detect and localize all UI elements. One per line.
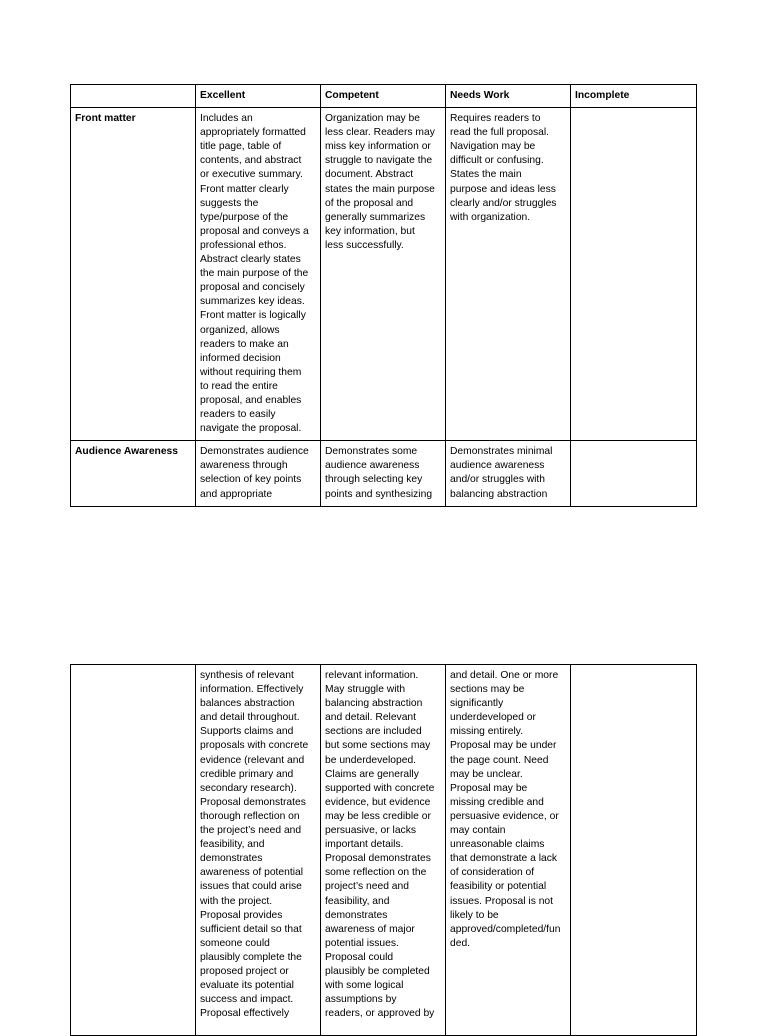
cell-text-line: proposal, and enables [200,394,302,406]
cell-incomplete [571,665,697,1036]
cell-text-line: or executive summary. [200,169,303,181]
cell-text-line: May struggle with [325,684,406,696]
cell-text-line: thorough reflection on [200,810,300,822]
cell-text-line: key information, but [325,225,415,237]
cell-text-line: read the full proposal. [450,127,550,139]
criterion-label: Front matter [71,108,196,441]
cell-text-line: Proposal may be under [450,740,557,752]
cell-text-line: contents, and abstract [200,155,302,167]
cell-text-line: sections may be [450,684,525,696]
header-excellent: Excellent [196,85,321,108]
cell-text-line: awareness of potential [200,867,304,879]
cell-text-line: plausibly complete the [200,951,302,963]
cell-text-line: project’s need and [325,881,409,893]
cell-text-line: of the proposal and [325,197,414,209]
cell-text-line: someone could [200,937,270,949]
cell-text-line: clearly and/or struggles [450,197,557,209]
cell-text-line: points and synthesizing [325,488,433,500]
cell-incomplete [571,108,697,441]
cell-text-line: demonstrates [325,909,388,921]
cell-text-line: audience awareness [450,460,545,472]
cell-text-line: some reflection on the [325,867,427,879]
cell-text-line: Supports claims and [200,726,294,738]
cell-text-line: balancing abstraction [450,488,548,500]
cell-needs-work [446,108,571,441]
cell-text-line: information. Effectively [200,684,304,696]
cell-text-line: Proposal may be [450,782,528,794]
cell-text-line: but some sections may [325,740,431,752]
cell-text-line: the page count. Need [450,754,549,766]
cell-text-line: that demonstrate a lack [450,853,558,865]
cell-text-line: persuasive, or lacks [325,825,416,837]
cell-text-line: Abstract clearly states [200,254,301,266]
cell-text-line: approved/completed/fun [450,923,561,935]
cell-text-line: assumptions by [325,994,397,1006]
cell-text-line: may contain [450,825,506,837]
cell-text-line: sufficient detail so that [200,923,302,935]
cell-text-line: unreasonable claims [450,839,545,851]
cell-text-line: Front matter is logically [200,310,306,322]
cell-text-line: Claims are generally [325,768,419,780]
cell-text-line: Proposal demonstrates [200,796,306,808]
cell-text-line: issues that could arise [200,881,302,893]
criterion-label [71,665,196,1036]
cell-text-line: miss key information or [325,141,431,153]
cell-text-line: to read the entire [200,380,278,392]
cell-text-line: through selecting key [325,474,423,486]
cell-text-line: less successfully. [325,239,404,251]
cell-text-line: evidence, but evidence [325,796,431,808]
cell-text-line: States the main [450,169,522,181]
cell-text-line: persuasive evidence, or [450,810,559,822]
cell-text-line: balances abstraction [200,698,295,710]
rubric-row-audience-awareness-continued [71,665,697,1036]
cell-incomplete [571,441,697,506]
header-incomplete: Incomplete [571,85,697,108]
cell-excellent [196,665,321,1036]
cell-text-line: proposed project or [200,965,289,977]
cell-text-line: ded. [450,937,471,949]
cell-text-line: evidence (relevant and [200,754,305,766]
cell-text-line: may be unclear. [450,768,523,780]
cell-needs-work [446,441,571,506]
header-needs-work: Needs Work [446,85,571,108]
cell-text-line: and appropriate [200,488,273,500]
cell-text-line: success and impact. [200,994,294,1006]
cell-text-line: Includes an [200,113,253,125]
cell-text-line: document. Abstract [325,169,414,181]
cell-text-line: feasibility, and [325,895,390,907]
cell-excellent [196,108,321,441]
cell-needs-work [446,665,571,1036]
rubric-row-audience-awareness [71,441,697,506]
rubric-table-continued [70,664,697,1036]
cell-text-line: Demonstrates minimal [450,446,553,458]
cell-text-line: without requiring them [200,366,302,378]
cell-text-line: Demonstrates audience [200,446,309,458]
cell-text-line: underdeveloped or [450,712,536,724]
cell-text-line: awareness through [200,460,288,472]
cell-text-line: of consideration of [450,867,535,879]
cell-text-line: missing entirely. [450,726,524,738]
cell-text-line: readers to easily [200,409,276,421]
cell-text-line: proposal and conveys a [200,225,309,237]
cell-text-line: the main purpose of the [200,268,309,280]
header-criterion [71,85,196,108]
cell-text-line: may be less credible or [325,810,431,822]
cell-text-line: Proposal provides [200,909,283,921]
cell-text-line: balancing abstraction [325,698,423,710]
cell-text-line: potential issues. [325,937,399,949]
cell-text-line: with some logical [325,980,404,992]
cell-text-line: navigate the proposal. [200,423,302,435]
cell-text-line: organized, allows [200,324,280,336]
cell-text-line: readers to make an [200,338,289,350]
cell-text-line: Proposal demonstrates [325,853,431,865]
cell-text-line: and/or struggles with [450,474,546,486]
cell-text-line: secondary research). [200,782,297,794]
cell-text-line: selection of key points [200,474,302,486]
cell-text-line: suggests the [200,197,259,209]
cell-text-line: the project’s need and [200,825,302,837]
cell-text-line: with the project. [200,895,273,907]
cell-competent [321,441,446,506]
cell-text-line: credible primary and [200,768,294,780]
cell-text-line: synthesis of relevant [200,670,294,681]
cell-text-line: supported with concrete [325,782,435,794]
cell-text-line: feasibility, and [200,839,265,851]
cell-text-line: states the main purpose [325,183,435,195]
cell-text-line: type/purpose of the [200,211,289,223]
cell-text-line: be underdeveloped. [325,754,417,766]
cell-text-line: difficult or confusing. [450,155,544,167]
cell-text-line: Navigation may be [450,141,536,153]
header-competent: Competent [321,85,446,108]
cell-text-line: awareness of major [325,923,415,935]
cell-text-line: with organization. [450,211,531,223]
rubric-row-front-matter [71,108,697,441]
cell-text-line: issues. Proposal is not [450,895,554,907]
cell-text-line: missing credible and [450,796,544,808]
cell-text-line: Organization may be [325,113,421,125]
cell-text-line: evaluate its potential [200,980,294,992]
cell-text-line: demonstrates [200,853,263,865]
cell-text-line: less clear. Readers may [325,127,435,139]
cell-competent [321,108,446,441]
cell-text-line: Demonstrates some [325,446,418,458]
cell-text-line: summarizes key ideas. [200,296,305,308]
cell-text-line: readers, or approved by [325,1008,435,1020]
cell-text-line: proposals with concrete [200,740,309,752]
rubric-table [70,84,697,507]
cell-text-line: plausibly be completed [325,965,430,977]
cell-text-line: Proposal effectively [200,1008,290,1020]
cell-text-line: informed decision [200,352,281,364]
cell-text-line: and detail. Relevant [325,712,417,724]
cell-text-line: relevant information. [325,670,419,681]
criterion-label: Audience Awareness [71,441,196,506]
cell-text-line: title page, table of [200,141,282,153]
cell-text-line: significantly [450,698,504,710]
cell-text-line: Requires readers to [450,113,541,125]
cell-text-line: likely to be [450,909,499,921]
cell-text-line: professional ethos. [200,239,287,251]
cell-text-line: proposal and concisely [200,282,305,294]
cell-text-line: sections are included [325,726,422,738]
cell-text-line: generally summarizes [325,211,426,223]
cell-text-line: struggle to navigate the [325,155,433,167]
rubric-header-row [71,85,697,108]
cell-text-line: and detail throughout. [200,712,300,724]
cell-text-line: Front matter clearly [200,183,289,195]
cell-text-line: feasibility or potential [450,881,547,893]
cell-excellent [196,441,321,506]
cell-competent [321,665,446,1036]
cell-text-line: purpose and ideas less [450,183,556,195]
cell-text-line: appropriately formatted [200,127,306,139]
cell-text-line: and detail. One or more [450,670,559,681]
cell-text-line: important details. [325,839,404,851]
cell-text-line: audience awareness [325,460,420,472]
cell-text-line: Proposal could [325,951,394,963]
